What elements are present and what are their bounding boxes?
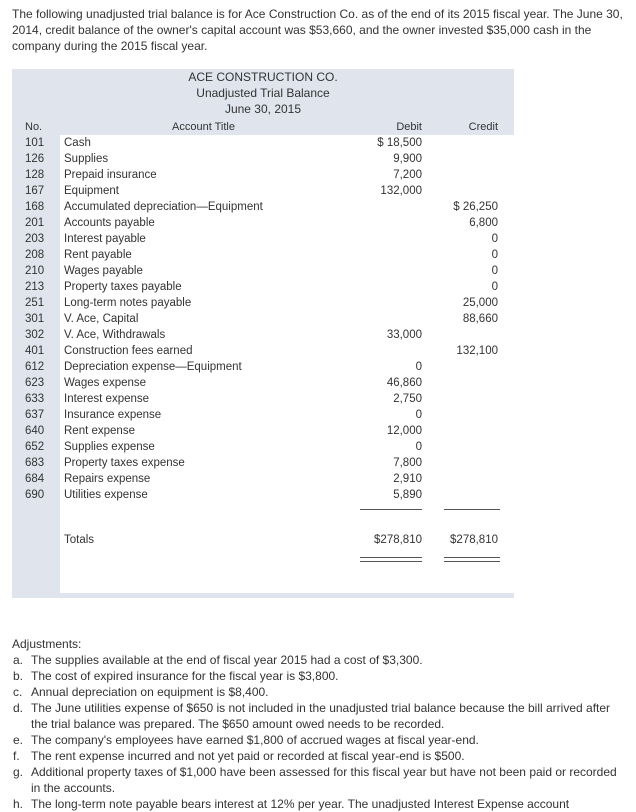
totals-label: Totals xyxy=(64,534,95,546)
statement-date: June 30, 2015 xyxy=(224,102,302,116)
credit-total-double-rule-bottom xyxy=(444,561,500,562)
table-row xyxy=(12,487,514,503)
adjustment-text: The supplies available at the end of fiscal year 2015 had a cost of $3,300. xyxy=(31,653,423,667)
adjustment-item xyxy=(12,748,628,764)
table-row xyxy=(12,471,514,487)
account-number: 623 xyxy=(25,377,45,389)
account-title: Rent payable xyxy=(64,249,132,261)
adjustments-title: Adjustments: xyxy=(12,637,82,651)
debit-amount: 2,750 xyxy=(393,393,422,405)
credit-amount: 0 xyxy=(491,281,498,293)
adjustment-item xyxy=(12,668,628,684)
table-row xyxy=(12,423,514,439)
company-name: ACE CONSTRUCTION CO. xyxy=(188,70,338,84)
table-row xyxy=(12,375,514,391)
adjustment-letter: c. xyxy=(13,685,23,699)
account-number: 168 xyxy=(25,201,45,213)
credit-subtotal-rule xyxy=(444,509,500,510)
adjustment-item xyxy=(12,652,628,668)
credit-amount: 0 xyxy=(491,265,498,277)
account-number: 301 xyxy=(25,313,45,325)
debit-total-double-rule-top xyxy=(360,557,422,558)
table-row xyxy=(12,151,514,167)
account-number: 637 xyxy=(25,409,45,421)
debit-amount: 2,910 xyxy=(393,473,422,485)
account-title: Equipment xyxy=(64,185,119,197)
table-row xyxy=(12,215,514,231)
account-title: Accumulated depreciation—Equipment xyxy=(64,201,263,213)
account-number: 126 xyxy=(25,153,45,165)
statement-title: Unadjusted Trial Balance xyxy=(196,86,330,100)
column-header-debit: Debit xyxy=(396,121,422,133)
table-row xyxy=(12,183,514,199)
intro-paragraph: The following unadjusted trial balance is for Ace Construction Co. as of the end of its 2015 fiscal year. The June 30, 2014, credit balance of the owner's capital account was $53,660, and the owner invested $35,000 cash in the company during the 2015 fiscal year. xyxy=(12,7,623,53)
table-row xyxy=(12,295,514,311)
adjustments-section xyxy=(12,636,628,812)
column-header-no: No. xyxy=(25,121,43,133)
table-row xyxy=(12,407,514,423)
debit-amount: 0 xyxy=(415,409,422,421)
account-title: Interest expense xyxy=(64,393,150,405)
adjustment-letter: a. xyxy=(13,653,24,667)
account-number: 128 xyxy=(25,169,45,181)
table-row xyxy=(12,359,514,375)
adjustment-letter: h. xyxy=(13,797,24,811)
adjustment-letter: e. xyxy=(13,733,24,747)
table-row xyxy=(12,279,514,295)
account-number: 684 xyxy=(25,473,45,485)
debit-amount: 46,860 xyxy=(386,377,422,389)
account-number: 203 xyxy=(25,233,45,245)
table-row xyxy=(12,167,514,183)
account-title: Depreciation expense—Equipment xyxy=(64,361,242,373)
table-row xyxy=(12,199,514,215)
account-title: Rent expense xyxy=(64,425,135,437)
table-row xyxy=(12,343,514,359)
debit-amount: 0 xyxy=(415,441,422,453)
adjustment-letter: b. xyxy=(13,669,24,683)
account-title: Prepaid insurance xyxy=(64,169,157,181)
account-title: Insurance expense xyxy=(64,409,162,421)
adjustment-item xyxy=(12,700,628,732)
account-title: Cash xyxy=(64,137,91,149)
account-number: 208 xyxy=(25,249,45,261)
debit-amount: 12,000 xyxy=(386,425,422,437)
adjustment-item xyxy=(12,796,628,812)
account-number: 213 xyxy=(25,281,45,293)
debit-amount: 9,900 xyxy=(393,153,422,165)
account-title: V. Ace, Capital xyxy=(64,313,139,325)
debit-amount: 33,000 xyxy=(386,329,422,341)
debit-amount: 7,200 xyxy=(393,169,422,181)
credit-amount: 0 xyxy=(491,233,498,245)
account-title: Long-term notes payable xyxy=(64,297,192,309)
adjustment-letter: g. xyxy=(13,765,24,779)
debit-amount: 7,800 xyxy=(393,457,422,469)
account-number: 690 xyxy=(25,489,45,501)
table-bottom-band xyxy=(12,593,514,598)
adjustment-letter: d. xyxy=(13,701,24,715)
credit-amount: 0 xyxy=(491,249,498,261)
account-number: 210 xyxy=(25,265,45,277)
table-row xyxy=(12,231,514,247)
credit-amount: 132,100 xyxy=(456,345,498,357)
account-number: 612 xyxy=(25,361,45,373)
adjustment-text: Additional property taxes of $1,000 have been assessed for this fiscal year but have not been paid or recorded in the accounts. xyxy=(31,765,617,795)
account-title: Wages expense xyxy=(64,377,147,389)
adjustment-item xyxy=(12,684,628,700)
account-number: 302 xyxy=(25,329,45,341)
account-title: Wages payable xyxy=(64,265,143,277)
account-title: Property taxes expense xyxy=(64,457,185,469)
account-title: Property taxes payable xyxy=(64,281,182,293)
table-row xyxy=(12,263,514,279)
adjustments-list xyxy=(12,652,628,812)
account-number: 652 xyxy=(25,441,45,453)
table-row xyxy=(12,135,514,151)
account-title: Supplies expense xyxy=(64,441,155,453)
account-number: 101 xyxy=(25,137,45,149)
account-title: Repairs expense xyxy=(64,473,151,485)
trial-balance-table xyxy=(12,69,514,599)
debit-amount: 132,000 xyxy=(380,185,422,197)
debit-amount: $ 18,500 xyxy=(377,137,422,149)
column-header-credit: Credit xyxy=(468,121,498,133)
account-number: 167 xyxy=(25,185,45,197)
account-title: V. Ace, Withdrawals xyxy=(64,329,166,341)
debit-amount: 5,890 xyxy=(393,489,422,501)
debit-subtotal-rule xyxy=(360,509,422,510)
account-title: Interest payable xyxy=(64,233,146,245)
table-row xyxy=(12,311,514,327)
debit-total-double-rule-bottom xyxy=(360,561,422,562)
adjustment-item xyxy=(12,764,628,796)
credit-amount: 6,800 xyxy=(469,217,498,229)
column-header-account-title: Account Title xyxy=(172,121,235,133)
totals-credit: $278,810 xyxy=(450,534,498,546)
table-row xyxy=(12,247,514,263)
adjustment-text: The cost of expired insurance for the fiscal year is $3,800. xyxy=(31,669,339,683)
adjustment-letter: f. xyxy=(13,749,20,763)
account-title: Construction fees earned xyxy=(64,345,193,357)
credit-total-double-rule-top xyxy=(444,557,500,558)
account-number: 201 xyxy=(25,217,45,229)
account-number: 401 xyxy=(25,345,45,357)
totals-debit: $278,810 xyxy=(374,534,422,546)
account-number: 683 xyxy=(25,457,45,469)
adjustment-text: The long-term note payable bears interest at 12% per year. The unadjusted Interest Expense account xyxy=(31,797,570,811)
adjustment-text: The rent expense incurred and not yet paid or recorded at fiscal year-end is $500. xyxy=(31,749,465,763)
account-title: Accounts payable xyxy=(64,217,155,229)
credit-amount: 88,660 xyxy=(462,313,498,325)
adjustment-text: Annual depreciation on equipment is $8,400. xyxy=(31,685,269,699)
account-number: 633 xyxy=(25,393,45,405)
table-row xyxy=(12,455,514,471)
account-number: 251 xyxy=(25,297,45,309)
credit-amount: 25,000 xyxy=(462,297,498,309)
account-title: Supplies xyxy=(64,153,109,165)
account-number: 640 xyxy=(25,425,45,437)
adjustment-item xyxy=(12,732,628,748)
table-row xyxy=(12,391,514,407)
account-title: Utilities expense xyxy=(64,489,148,501)
credit-amount: $ 26,250 xyxy=(453,201,498,213)
debit-amount: 0 xyxy=(415,361,422,373)
table-row xyxy=(12,439,514,455)
adjustment-text: The June utilities expense of $650 is not included in the unadjusted trial balance because the bill arrived after the trial balance was prepared. The $650 amount owed needs to be recorded. xyxy=(31,701,611,731)
adjustment-text: The company's employees have earned $1,800 of accrued wages at fiscal year-end. xyxy=(31,733,479,747)
table-row xyxy=(12,327,514,343)
